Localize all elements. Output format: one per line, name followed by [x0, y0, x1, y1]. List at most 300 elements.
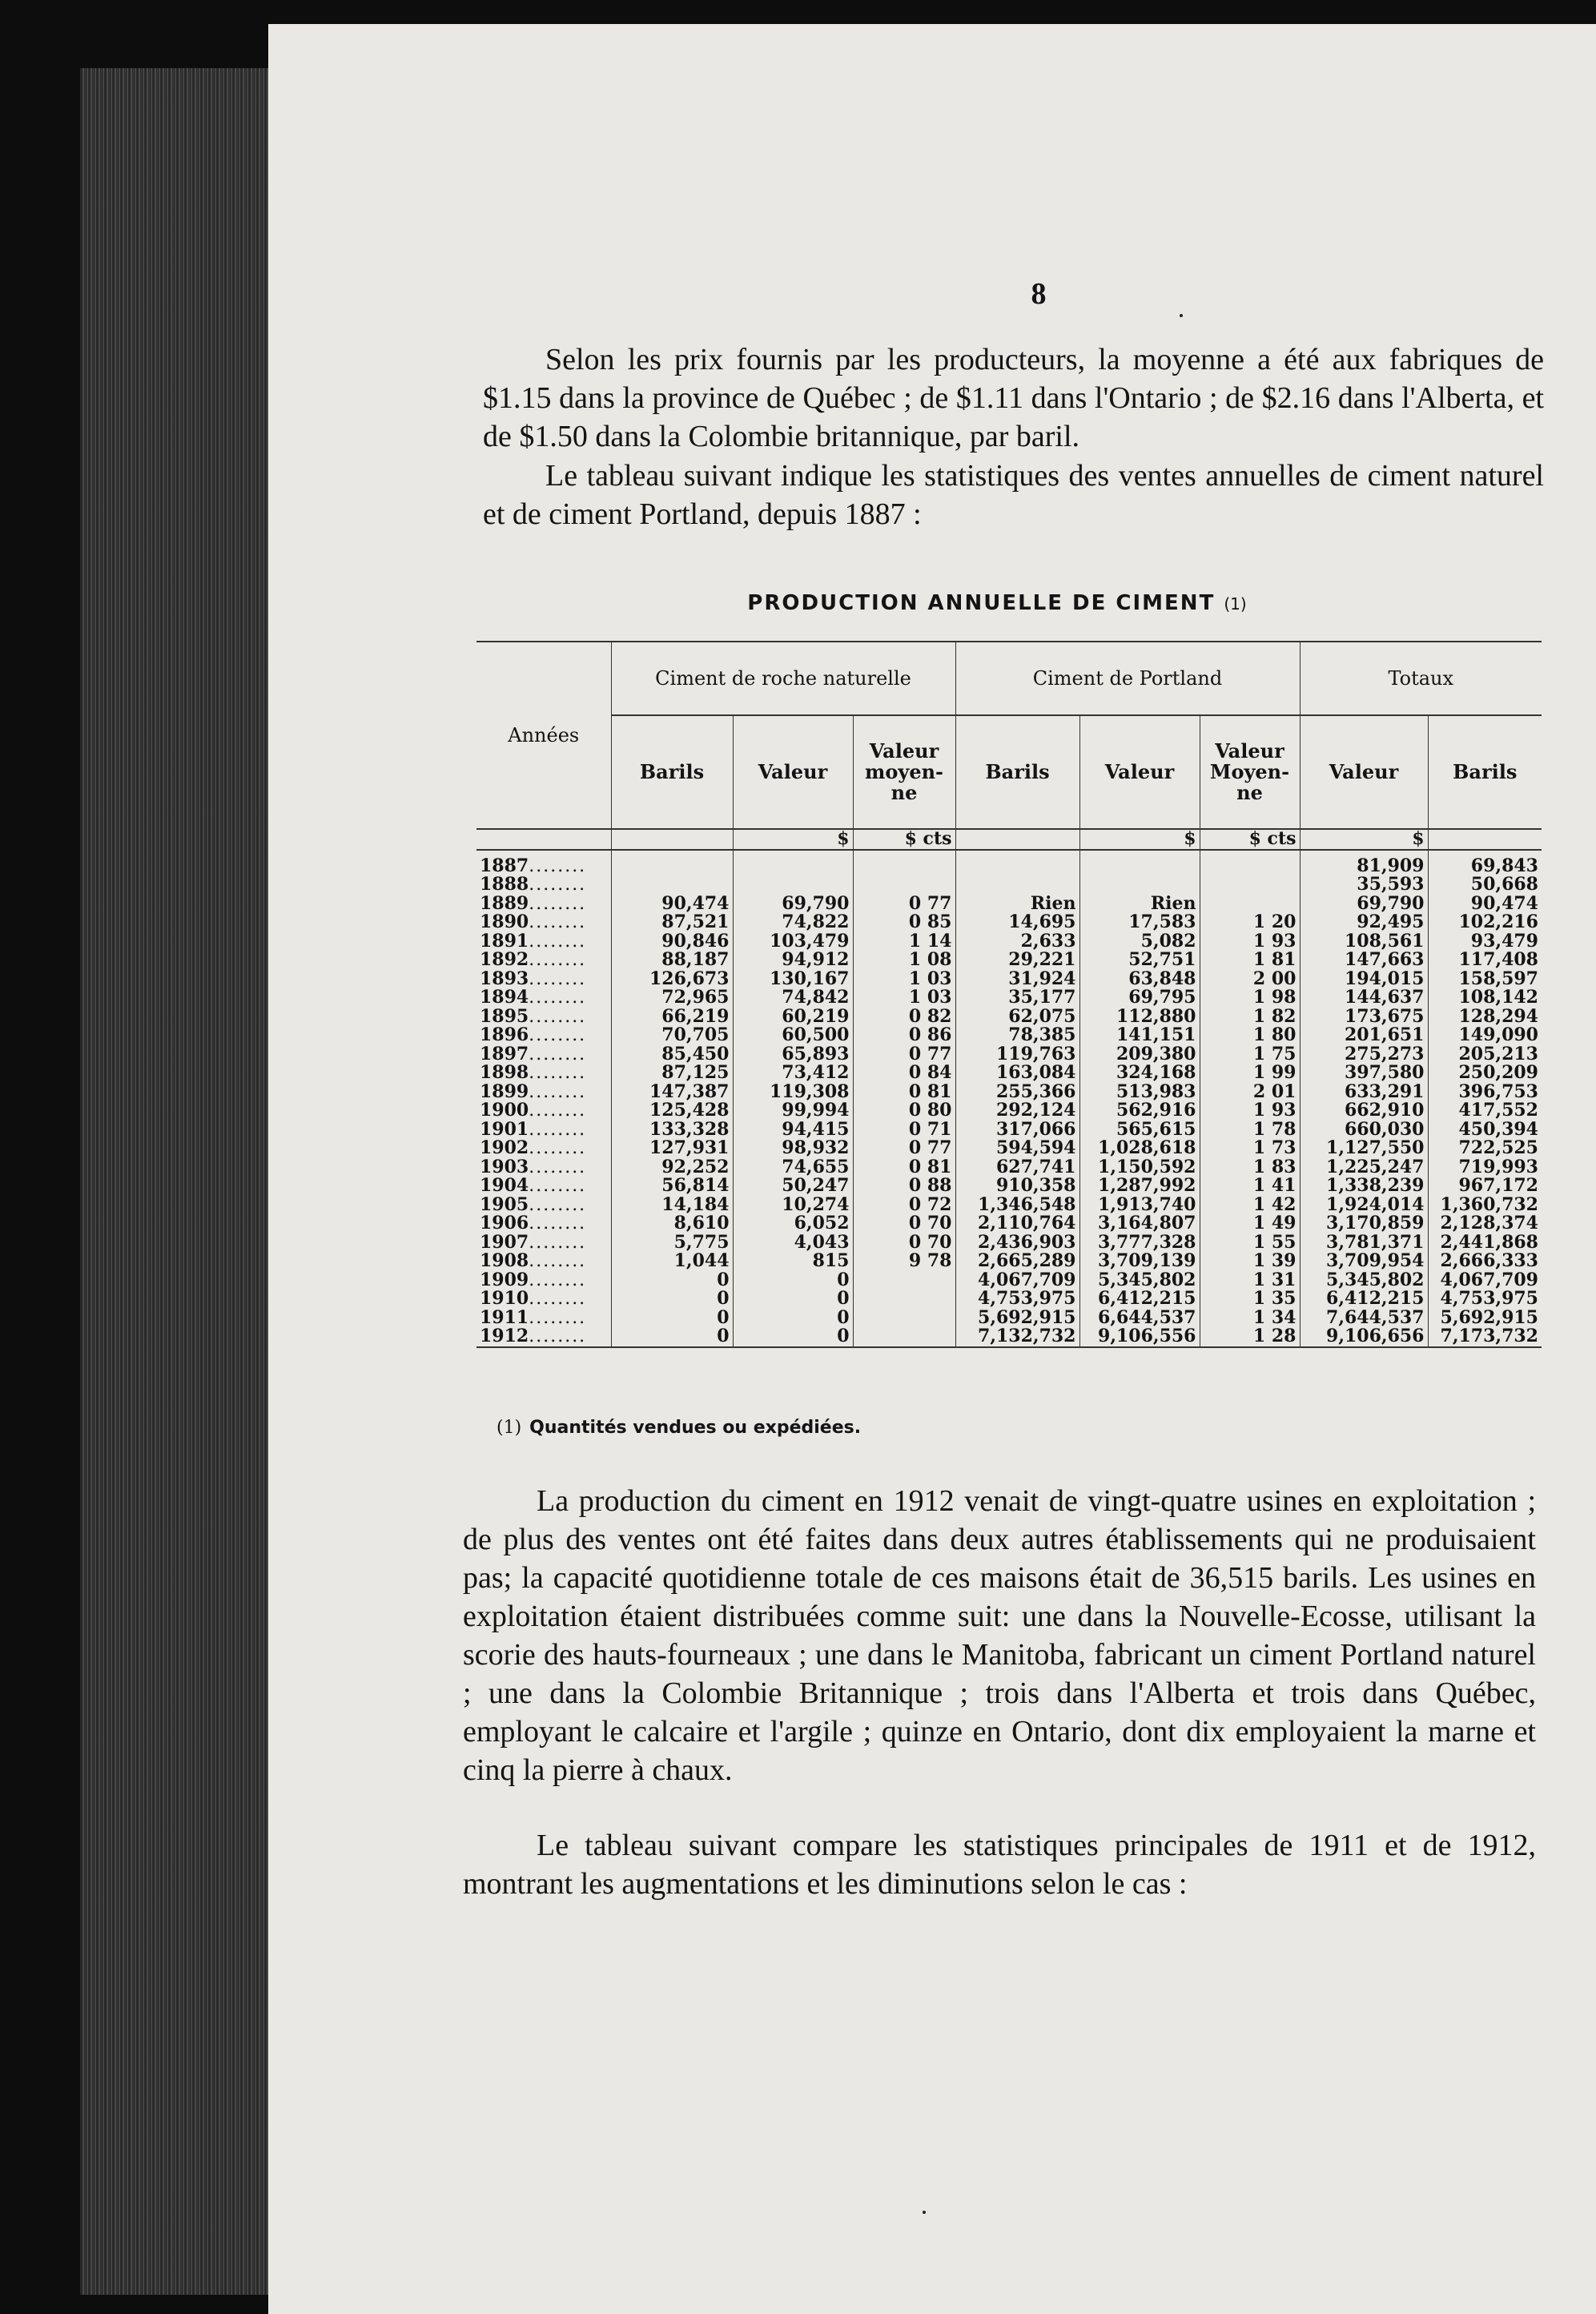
cell-year	[476, 932, 611, 952]
cell-nat-barils: 133,328	[611, 1121, 733, 1140]
cell-nat-moyenne: 0 81	[853, 1083, 955, 1102]
cell-year	[476, 970, 611, 989]
table-row	[476, 1214, 1542, 1233]
table-row	[476, 850, 1542, 876]
cell-port-barils	[955, 875, 1079, 895]
header-natural-valeur: Valeur	[733, 715, 853, 829]
leader-dots: ........	[529, 968, 587, 989]
leader-dots: ........	[529, 1232, 587, 1253]
leader-dots: ........	[529, 1119, 587, 1140]
cell-port-barils: 62,075	[955, 1008, 1079, 1027]
year-label: 1911	[480, 1306, 529, 1328]
body-paragraph-1: La production du ciment en 1912 venait de vingt-quatre usines en exploitation ; de plus des ventes ont été faites dans deux autres établissements qui ne produisaient pas; la capacité quotidienne totale de ces maisons était de 36,515 barils. Les usines en exploitation étaient distribuées comme suit: une dans la Nouvelle-Ecosse, utilisant la scorie des hauts-fourneaux ; une dans le Manitoba, fabricant un ciment Portland naturel ; une dans la Colombie Britannique ; trois dans l'Alberta et trois dans Québec, employant le calcaire et l'argile ; quinze en Ontario, dont dix employaient la marne et cinq la pierre à chaux.	[463, 1484, 1536, 1787]
cell-port-valeur: 17,583	[1079, 913, 1200, 932]
leader-dots: ........	[529, 1157, 587, 1177]
table-row	[476, 951, 1542, 970]
cell-tot-barils: 93,479	[1470, 930, 1538, 952]
cell-port-moyenne: 1 55	[1200, 1233, 1300, 1253]
cell-tot-valeur: 9,106,656	[1300, 1327, 1428, 1347]
cell-tot-valeur: 662,910	[1300, 1101, 1428, 1121]
cell-tot-valeur: 69,790	[1300, 895, 1428, 914]
cell-tot-barils: 5,692,915	[1440, 1306, 1538, 1328]
cell-tot-barils: 2,128,374	[1440, 1213, 1538, 1234]
cell-nat-barils: 87,521	[611, 913, 733, 932]
cell-port-valeur: 112,880	[1079, 1008, 1200, 1027]
cell-nat-barils: 1,044	[611, 1252, 733, 1271]
table-row	[476, 875, 1542, 895]
cell-port-barils: 163,084	[955, 1064, 1079, 1083]
cell-tot-barils: 1,360,732	[1440, 1193, 1538, 1215]
cell-port-barils: 1,346,548	[955, 1196, 1079, 1215]
footnote-text: Quantités vendues ou expédiées.	[529, 1418, 862, 1438]
page-number: 8	[1031, 277, 1047, 311]
intro-paragraph-2: Le tableau suivant indique les statistiques des ventes annuelles de ciment naturel et de ciment Portland, depuis 1887 :	[483, 459, 1544, 531]
cell-nat-valeur: 94,415	[733, 1121, 853, 1140]
cell-tot-valeur: 92,495	[1300, 913, 1428, 932]
cell-nat-valeur: 4,043	[733, 1233, 853, 1253]
cell-port-barils: 2,665,289	[955, 1252, 1079, 1271]
cell-port-valeur	[1079, 875, 1200, 895]
year-label: 1903	[480, 1156, 529, 1177]
cell-tot-barils: 102,216	[1458, 912, 1538, 933]
unit-dollar: $	[733, 829, 853, 850]
leader-dots: ........	[529, 950, 587, 971]
leader-dots: ........	[529, 931, 587, 952]
cell-port-barils: 594,594	[955, 1139, 1079, 1158]
cell-nat-barils: 92,252	[611, 1158, 733, 1177]
cell-port-barils: 7,132,732	[955, 1327, 1079, 1347]
footnote	[496, 1418, 861, 1438]
cell-port-valeur: 209,380	[1079, 1045, 1200, 1064]
cell-tot-valeur: 35,593	[1300, 875, 1428, 895]
cell-nat-moyenne	[853, 1290, 955, 1309]
cell-nat-valeur	[733, 875, 853, 895]
cell-year	[476, 1005, 611, 1027]
cell-nat-valeur: 99,994	[733, 1101, 853, 1121]
year-label: 1892	[480, 949, 529, 971]
cell-tot-barils: 158,597	[1458, 968, 1538, 989]
ink-speck	[923, 2211, 926, 2214]
cell-port-barils: 5,692,915	[955, 1309, 1079, 1328]
year-label: 1898	[480, 1062, 529, 1084]
cell-nat-barils: 90,846	[611, 932, 733, 952]
cell-nat-moyenne: 0 82	[853, 1008, 955, 1027]
unit-dollar-cts: $ cts	[853, 829, 955, 850]
header-portland-barils: Barils	[955, 715, 1079, 829]
header-natural-barils: Barils	[611, 715, 733, 829]
book-spine-shadow	[80, 68, 272, 2295]
year-label: 1906	[480, 1213, 529, 1234]
cell-port-barils: 255,366	[955, 1083, 1079, 1102]
year-label: 1889	[480, 892, 529, 914]
cell-port-valeur: 9,106,556	[1079, 1327, 1200, 1347]
year-label: 1887	[480, 855, 529, 876]
cell-nat-valeur: 94,912	[733, 951, 853, 970]
cell-port-moyenne: 1 31	[1200, 1271, 1300, 1290]
table-row	[476, 1008, 1542, 1027]
cell-port-moyenne: 1 93	[1200, 932, 1300, 952]
cell-tot-valeur: 81,909	[1300, 850, 1428, 876]
leader-dots: ........	[529, 1307, 587, 1328]
cell-tot-barils: 50,668	[1470, 874, 1538, 895]
cell-port-barils: 910,358	[955, 1177, 1079, 1196]
cell-year	[476, 1101, 611, 1121]
leader-dots: ........	[529, 1326, 587, 1347]
cell-nat-valeur: 6,052	[733, 1214, 853, 1233]
cell-nat-moyenne: 0 71	[853, 1121, 955, 1140]
cell-year	[476, 1306, 611, 1328]
table-row	[476, 1309, 1542, 1328]
cell-port-moyenne: 1 49	[1200, 1214, 1300, 1233]
cell-nat-valeur	[733, 850, 853, 876]
cell-year	[476, 913, 611, 932]
cell-port-moyenne: 1 41	[1200, 1177, 1300, 1196]
cell-port-valeur: 63,848	[1079, 970, 1200, 989]
cell-nat-moyenne: 1 03	[853, 970, 955, 989]
cell-nat-moyenne: 1 14	[853, 932, 955, 952]
cell-tot-barils: 90,474	[1470, 892, 1538, 914]
cell-nat-barils: 0	[611, 1327, 733, 1347]
cell-nat-barils: 0	[611, 1290, 733, 1309]
cell-tot-valeur: 1,338,239	[1300, 1177, 1428, 1196]
cell-nat-moyenne: 0 84	[853, 1064, 955, 1083]
year-label: 1907	[480, 1231, 529, 1253]
cell-port-valeur: 52,751	[1079, 951, 1200, 970]
year-label: 1902	[480, 1137, 529, 1159]
cell-tot-barils: 149,090	[1458, 1024, 1538, 1046]
cell-year	[476, 892, 611, 914]
cell-year	[476, 1193, 611, 1215]
year-label: 1904	[480, 1175, 529, 1197]
intro-paragraph-1: Selon les prix fournis par les producteurs, la moyenne a été aux fabriques de $1.15 dans la province de Québec ; de $1.11 dans l'Ontario ; de $2.16 dans l'Alberta, et de $1.50 dans la Colombie britannique, par baril.	[483, 343, 1544, 453]
cell-port-valeur: 3,164,807	[1079, 1214, 1200, 1233]
cell-nat-valeur: 0	[733, 1327, 853, 1347]
leader-dots: ........	[529, 1251, 587, 1272]
cell-year	[476, 1290, 611, 1309]
cell-port-valeur: 6,412,215	[1079, 1290, 1200, 1309]
cell-tot-valeur: 660,030	[1300, 1121, 1428, 1140]
cell-tot-valeur: 201,651	[1300, 1026, 1428, 1045]
cell-tot-valeur: 633,291	[1300, 1083, 1428, 1102]
leader-dots: ........	[529, 1063, 587, 1084]
table-row	[476, 895, 1542, 914]
header-group-totals: Totaux	[1300, 642, 1542, 715]
table-row	[476, 932, 1542, 952]
cell-nat-moyenne: 0 85	[853, 913, 955, 932]
cell-nat-barils: 147,387	[611, 1083, 733, 1102]
cell-tot-barils: 205,213	[1458, 1043, 1538, 1064]
cell-tot-barils: 967,172	[1458, 1175, 1538, 1197]
cell-tot-barils: 2,666,333	[1440, 1250, 1538, 1272]
cell-year	[476, 1214, 611, 1233]
year-label: 1899	[480, 1081, 529, 1102]
cell-nat-valeur: 74,655	[733, 1158, 853, 1177]
cell-nat-valeur: 0	[733, 1309, 853, 1328]
cell-port-barils: 317,066	[955, 1121, 1079, 1140]
table-title-text: PRODUCTION ANNUELLE DE CIMENT	[747, 591, 1216, 615]
cell-tot-valeur: 144,637	[1300, 988, 1428, 1008]
cell-nat-barils: 0	[611, 1309, 733, 1328]
year-label: 1891	[480, 930, 529, 952]
table-row	[476, 988, 1542, 1008]
cell-year	[476, 1026, 611, 1045]
cell-tot-barils: 69,843	[1470, 855, 1538, 876]
cell-tot-barils: 250,209	[1458, 1062, 1538, 1084]
cell-nat-barils: 66,219	[611, 1008, 733, 1027]
cell-port-moyenne: 1 99	[1200, 1064, 1300, 1083]
cell-nat-barils	[611, 875, 733, 895]
cell-port-moyenne: 1 98	[1200, 988, 1300, 1008]
cell-nat-valeur: 98,932	[733, 1139, 853, 1158]
cell-nat-barils: 87,125	[611, 1064, 733, 1083]
leader-dots: ........	[529, 1176, 587, 1197]
cell-tot-valeur: 173,675	[1300, 1008, 1428, 1027]
table-row	[476, 1026, 1542, 1045]
cell-tot-valeur: 275,273	[1300, 1045, 1428, 1064]
cell-nat-barils: 14,184	[611, 1196, 733, 1215]
cell-nat-valeur: 0	[733, 1290, 853, 1309]
header-portland-valeur: Valeur	[1079, 715, 1200, 829]
cell-year	[476, 1271, 611, 1290]
year-label: 1912	[480, 1326, 529, 1347]
cell-nat-barils: 0	[611, 1271, 733, 1290]
year-label: 1894	[480, 987, 529, 1008]
cell-nat-moyenne: 0 77	[853, 1045, 955, 1064]
cell-port-valeur: 562,916	[1079, 1101, 1200, 1121]
cell-port-valeur: 3,777,328	[1079, 1233, 1200, 1253]
body-paragraph-2: Le tableau suivant compare les statistiques principales de 1911 et de 1912, montrant les augmentations et les diminutions selon le cas :	[463, 1829, 1536, 1901]
cell-tot-valeur: 397,580	[1300, 1064, 1428, 1083]
cell-nat-barils: 127,931	[611, 1139, 733, 1158]
cell-year	[476, 1064, 611, 1083]
ink-speck	[1180, 314, 1183, 317]
year-label: 1896	[480, 1024, 529, 1046]
cell-port-valeur: 141,151	[1079, 1026, 1200, 1045]
cell-tot-barils: 396,753	[1458, 1081, 1538, 1102]
header-group-natural: Ciment de roche naturelle	[611, 642, 955, 715]
units-row	[476, 829, 1542, 850]
cell-nat-valeur: 130,167	[733, 970, 853, 989]
leader-dots: ........	[529, 1044, 587, 1064]
table-row	[476, 1196, 1542, 1215]
cell-port-moyenne: 1 93	[1200, 1101, 1300, 1121]
cell-nat-moyenne: 0 86	[853, 1026, 955, 1045]
cell-port-valeur: Rien	[1079, 895, 1200, 914]
cell-tot-valeur: 7,644,537	[1300, 1309, 1428, 1328]
table-row	[476, 913, 1542, 932]
year-label: 1910	[480, 1288, 529, 1310]
leader-dots: ........	[529, 912, 587, 933]
cell-tot-valeur: 1,225,247	[1300, 1158, 1428, 1177]
table-row	[476, 970, 1542, 989]
cell-port-barils: 2,633	[955, 932, 1079, 952]
cell-nat-moyenne: 0 88	[853, 1177, 955, 1196]
cell-port-valeur: 324,168	[1079, 1064, 1200, 1083]
table-row	[476, 1252, 1542, 1271]
table-row	[476, 1327, 1542, 1347]
cell-year	[476, 1177, 611, 1196]
cell-port-barils: 4,067,709	[955, 1271, 1079, 1290]
cell-tot-valeur: 194,015	[1300, 970, 1428, 989]
cell-year	[476, 1118, 611, 1140]
leader-dots: ........	[529, 988, 587, 1008]
cell-nat-moyenne: 0 81	[853, 1158, 955, 1177]
cell-port-barils: 292,124	[955, 1101, 1079, 1121]
cell-nat-moyenne	[853, 1271, 955, 1290]
cell-port-moyenne: 1 78	[1200, 1121, 1300, 1140]
cell-tot-barils: 7,173,732	[1440, 1326, 1538, 1347]
cell-port-barils: 2,110,764	[955, 1214, 1079, 1233]
leader-dots: ........	[529, 1081, 587, 1102]
cell-tot-valeur: 147,663	[1300, 951, 1428, 970]
year-label: 1895	[480, 1005, 529, 1027]
year-label: 1900	[480, 1100, 529, 1121]
cell-nat-moyenne: 0 80	[853, 1101, 955, 1121]
cell-nat-moyenne: 0 77	[853, 1139, 955, 1158]
footnote-marker: (1)	[496, 1418, 522, 1438]
cell-port-moyenne: 1 75	[1200, 1045, 1300, 1064]
year-label: 1901	[480, 1118, 529, 1140]
cell-port-moyenne: 1 35	[1200, 1290, 1300, 1309]
table-row	[476, 1271, 1542, 1290]
cell-port-barils: Rien	[955, 895, 1079, 914]
cell-port-valeur: 6,644,537	[1079, 1309, 1200, 1328]
cell-nat-moyenne	[853, 1309, 955, 1328]
cell-nat-barils: 125,428	[611, 1101, 733, 1121]
cell-nat-valeur: 73,412	[733, 1064, 853, 1083]
cell-port-barils: 627,741	[955, 1158, 1079, 1177]
header-group-portland: Ciment de Portland	[955, 642, 1300, 715]
table-row	[476, 1233, 1542, 1253]
cell-nat-valeur: 65,893	[733, 1045, 853, 1064]
cell-port-valeur: 1,028,618	[1079, 1139, 1200, 1158]
cell-port-moyenne: 1 20	[1200, 913, 1300, 932]
cell-port-valeur: 1,913,740	[1079, 1196, 1200, 1215]
header-portland-valeur-moyenne: Valeur Moyen-ne	[1200, 715, 1300, 829]
cell-tot-barils: 128,294	[1458, 1005, 1538, 1027]
cell-tot-barils: 4,753,975	[1440, 1288, 1538, 1310]
cell-nat-moyenne	[853, 875, 955, 895]
table-title	[725, 591, 1269, 615]
cell-port-barils: 4,753,975	[955, 1290, 1079, 1309]
cell-nat-moyenne: 1 08	[853, 951, 955, 970]
cell-port-barils: 14,695	[955, 913, 1079, 932]
cell-nat-moyenne: 1 03	[853, 988, 955, 1008]
cell-tot-valeur: 6,412,215	[1300, 1290, 1428, 1309]
cell-port-moyenne: 1 28	[1200, 1327, 1300, 1347]
cell-tot-barils: 417,552	[1458, 1100, 1538, 1121]
table-row	[476, 1121, 1542, 1140]
leader-dots: ........	[529, 1006, 587, 1027]
cell-tot-barils: 117,408	[1458, 949, 1538, 971]
cell-port-moyenne: 1 34	[1200, 1309, 1300, 1328]
cell-port-valeur: 1,150,592	[1079, 1158, 1200, 1177]
cell-tot-barils: 719,993	[1458, 1156, 1538, 1177]
table-row	[476, 1290, 1542, 1309]
cell-nat-valeur: 119,308	[733, 1083, 853, 1102]
table-body	[476, 829, 1542, 1347]
cell-nat-valeur: 74,842	[733, 988, 853, 1008]
cell-nat-valeur: 74,822	[733, 913, 853, 932]
cell-nat-moyenne: 9 78	[853, 1252, 955, 1271]
cell-year	[476, 1327, 611, 1347]
cell-year	[476, 951, 611, 970]
table-row	[476, 1101, 1542, 1121]
cell-nat-moyenne	[853, 1327, 955, 1347]
cell-nat-moyenne: 0 70	[853, 1233, 955, 1253]
cell-port-barils: 119,763	[955, 1045, 1079, 1064]
cell-nat-valeur: 60,500	[733, 1026, 853, 1045]
table-row	[476, 1045, 1542, 1064]
cell-nat-moyenne: 0 77	[853, 895, 955, 914]
cell-port-valeur: 513,983	[1079, 1083, 1200, 1102]
header-natural-valeur-moyenne: Valeur moyen-ne	[853, 715, 955, 829]
cell-port-moyenne: 1 81	[1200, 951, 1300, 970]
cell-year	[476, 1139, 611, 1158]
cell-port-barils: 35,177	[955, 988, 1079, 1008]
cell-nat-barils: 8,610	[611, 1214, 733, 1233]
leader-dots: ........	[529, 1194, 587, 1215]
cell-nat-moyenne	[853, 850, 955, 876]
cell-tot-barils: 2,441,868	[1440, 1231, 1538, 1253]
cell-port-moyenne: 2 00	[1200, 970, 1300, 989]
cell-port-valeur: 5,345,802	[1079, 1271, 1200, 1290]
leader-dots: ........	[529, 1138, 587, 1159]
cell-tot-barils: 108,142	[1458, 987, 1538, 1008]
leader-dots: ........	[529, 1213, 587, 1234]
cell-port-valeur: 5,082	[1079, 932, 1200, 952]
leader-dots: ........	[529, 1270, 587, 1290]
cell-nat-valeur: 815	[733, 1252, 853, 1271]
cell-nat-barils: 126,673	[611, 970, 733, 989]
cell-nat-barils	[611, 850, 733, 876]
cell-nat-valeur: 103,479	[733, 932, 853, 952]
year-label: 1908	[480, 1250, 529, 1272]
cell-year	[476, 1233, 611, 1253]
table-row	[476, 1139, 1542, 1158]
cell-port-valeur: 3,709,139	[1079, 1252, 1200, 1271]
cell-port-barils: 2,436,903	[955, 1233, 1079, 1253]
cell-nat-barils: 56,814	[611, 1177, 733, 1196]
year-label: 1897	[480, 1043, 529, 1064]
cell-tot-valeur: 108,561	[1300, 932, 1428, 952]
cell-nat-barils: 5,775	[611, 1233, 733, 1253]
cell-tot-barils: 450,394	[1458, 1118, 1538, 1140]
cell-nat-valeur: 10,274	[733, 1196, 853, 1215]
leader-dots: ........	[529, 1101, 587, 1121]
cell-year	[476, 875, 611, 895]
leader-dots: ........	[529, 875, 587, 895]
cell-port-valeur: 1,287,992	[1079, 1177, 1200, 1196]
unit-empty	[611, 829, 733, 850]
year-label: 1905	[480, 1193, 529, 1215]
header-totals-barils: Barils	[1453, 760, 1518, 783]
cell-year	[476, 1045, 611, 1064]
cell-port-moyenne	[1200, 850, 1300, 876]
cell-tot-valeur: 3,170,859	[1300, 1214, 1428, 1233]
table-title-note: (1)	[1224, 594, 1247, 614]
unit-empty	[955, 829, 1079, 850]
cell-port-barils: 31,924	[955, 970, 1079, 989]
header-years: Années	[476, 642, 611, 829]
cell-nat-valeur: 50,247	[733, 1177, 853, 1196]
table-row	[476, 1158, 1542, 1177]
cell-year	[476, 1158, 611, 1177]
cell-nat-barils: 72,965	[611, 988, 733, 1008]
cell-nat-moyenne: 0 70	[853, 1214, 955, 1233]
cell-port-valeur	[1079, 850, 1200, 876]
cell-port-moyenne	[1200, 875, 1300, 895]
